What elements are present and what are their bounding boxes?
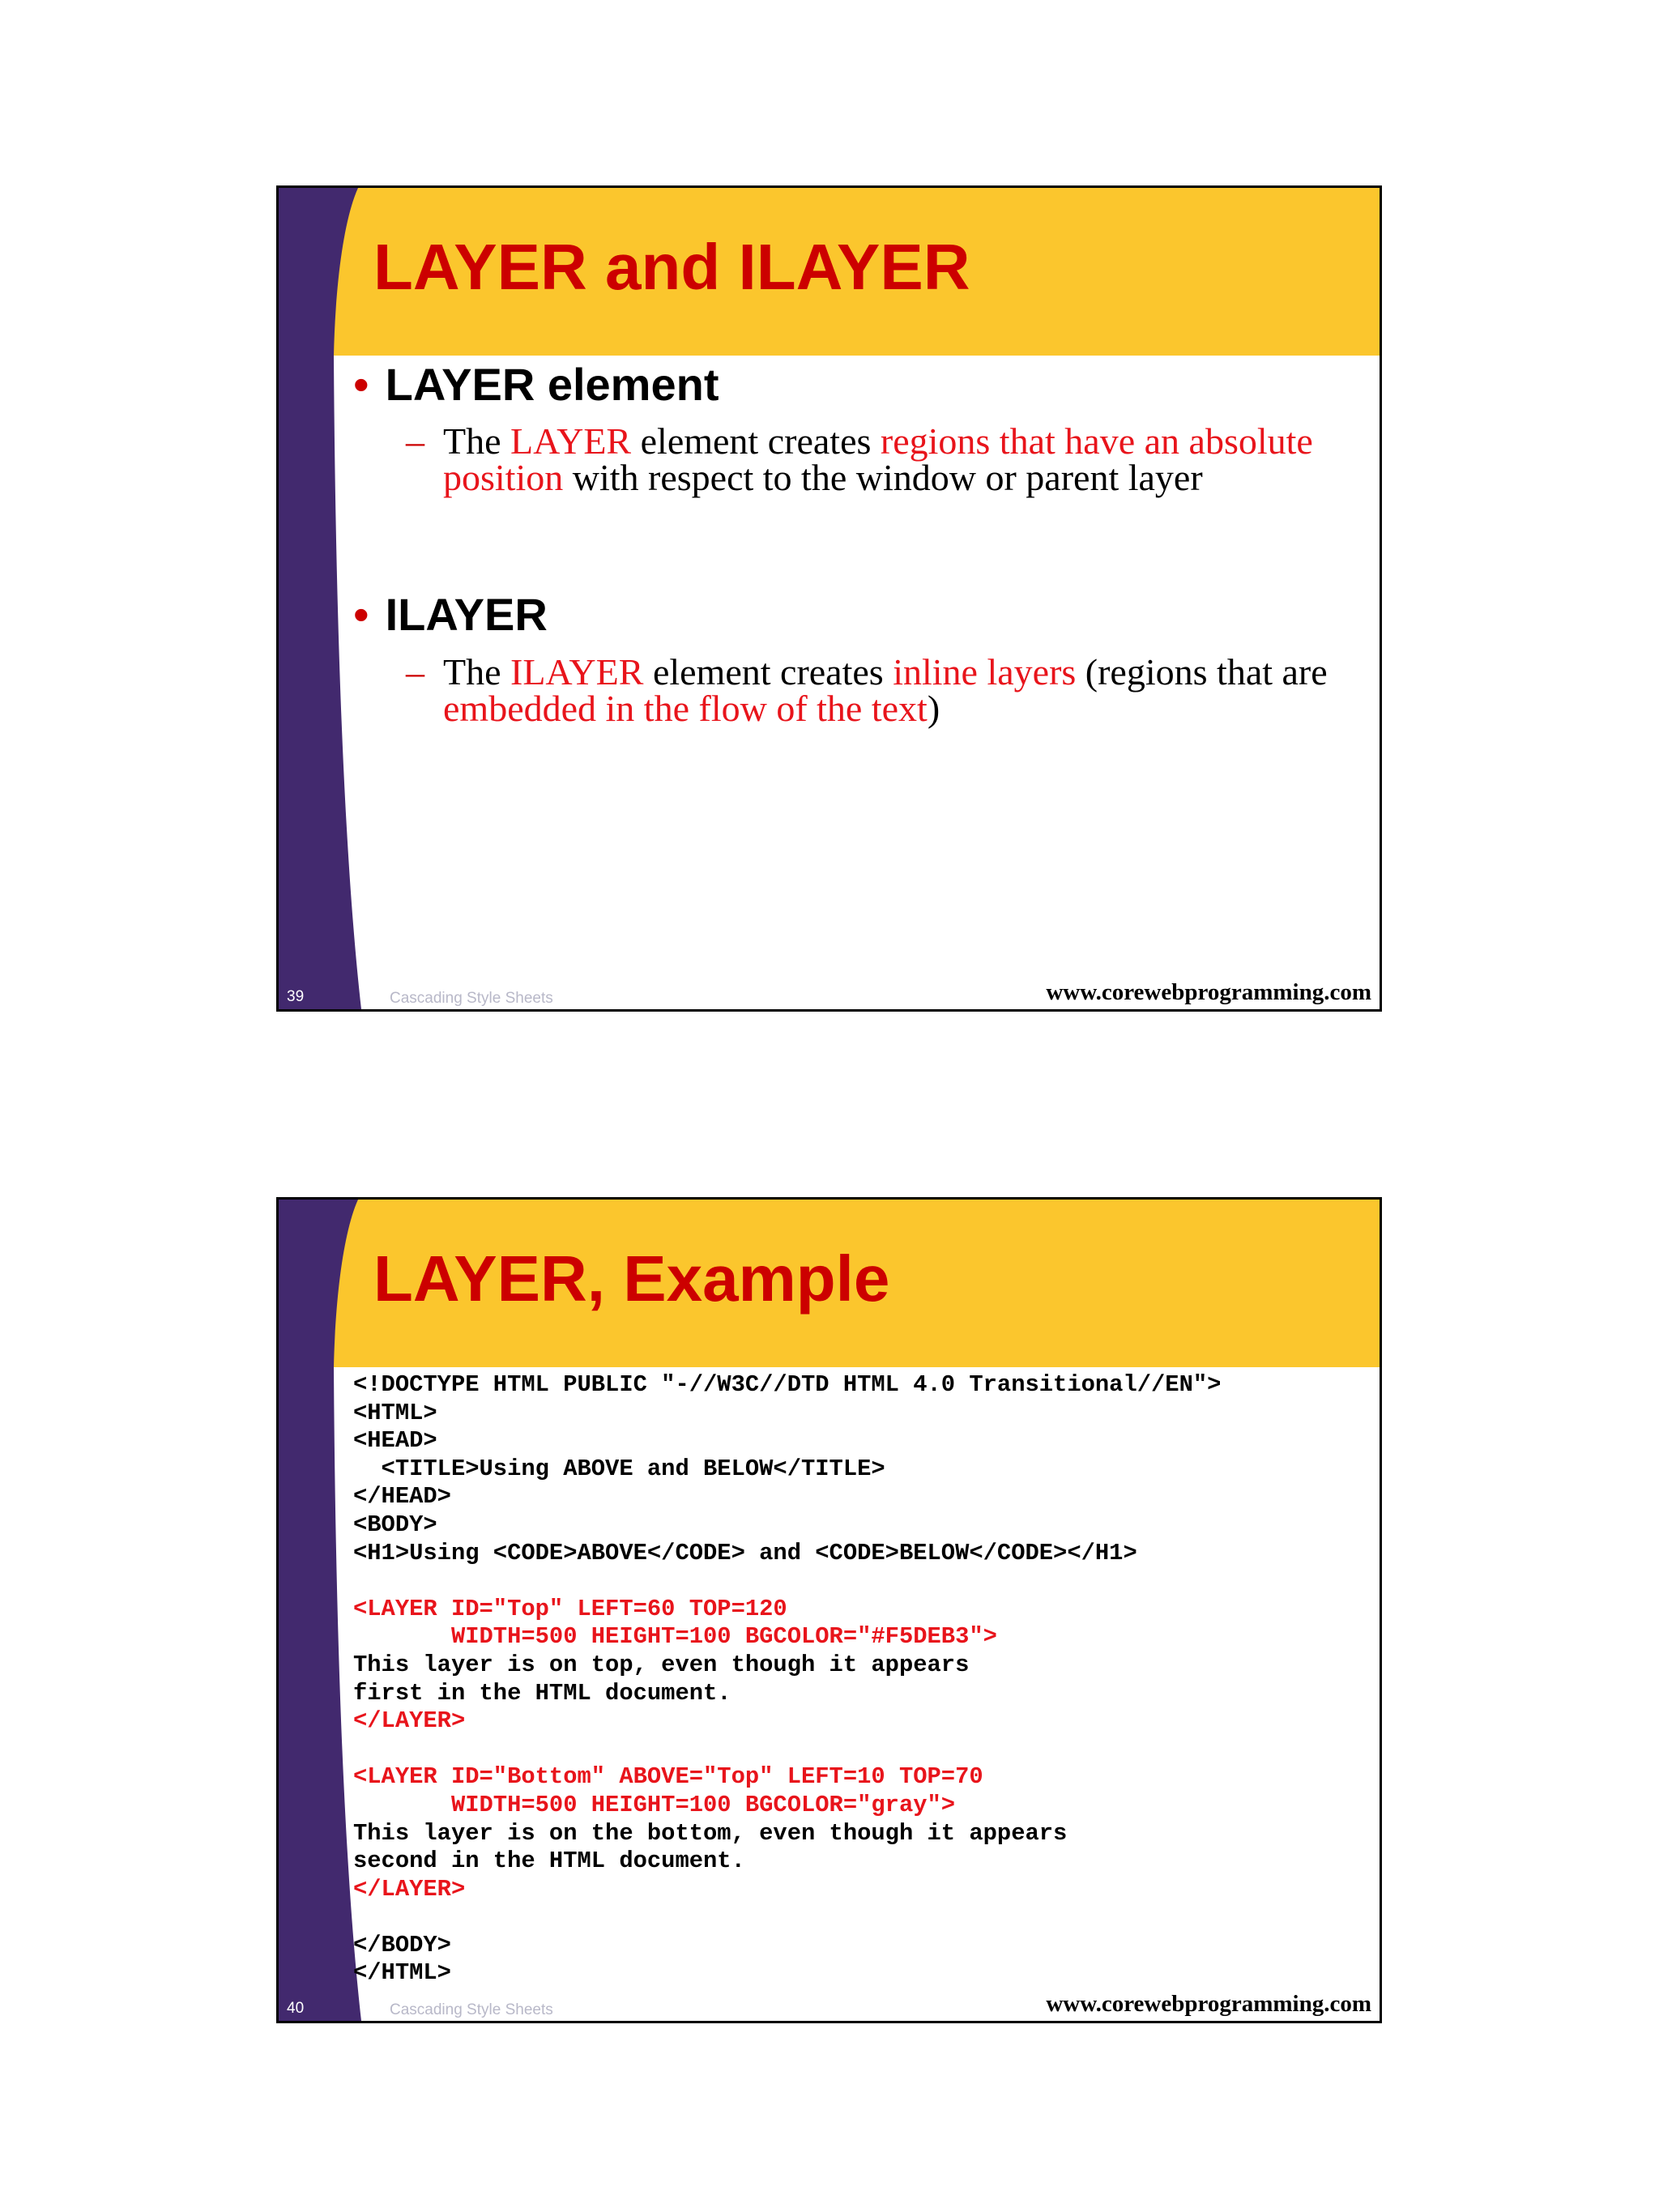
code-line: WIDTH=500 HEIGHT=100 BGCOLOR="gray"> bbox=[353, 1791, 956, 1818]
code-line bbox=[353, 1903, 1221, 1932]
dash-icon: – bbox=[406, 651, 424, 693]
slide-number: 40 bbox=[287, 2000, 305, 2017]
sub-bullet-layer bbox=[406, 420, 1337, 498]
slide-40 bbox=[276, 1197, 1382, 2023]
code-line: first in the HTML document. bbox=[353, 1679, 731, 1707]
slide-title: LAYER and ILAYER bbox=[373, 231, 970, 303]
code-line: This layer is on top, even though it appears bbox=[353, 1651, 970, 1678]
sub-bullet-text: The LAYER element creates regions that have an absolute position with respect to the window or parent layer bbox=[443, 420, 1313, 498]
code-line: </BODY> bbox=[353, 1931, 451, 1958]
sub-bullet-text: The ILAYER element creates inline layers (regions that are embedded in the flow of the text) bbox=[443, 651, 1328, 729]
code-line: </HTML> bbox=[353, 1959, 451, 1987]
code-line: WIDTH=500 HEIGHT=100 BGCOLOR="#F5DEB3"> bbox=[353, 1623, 997, 1651]
code-line: <HTML> bbox=[353, 1399, 437, 1426]
code-line: <LAYER ID="Top" LEFT=60 TOP=120 bbox=[353, 1595, 787, 1622]
code-line: </HEAD> bbox=[353, 1483, 451, 1511]
code-line: <TITLE>Using ABOVE and BELOW</TITLE> bbox=[353, 1455, 885, 1482]
code-line: <!DOCTYPE HTML PUBLIC "-//W3C//DTD HTML 4.0 Transitional//EN"> bbox=[353, 1371, 1222, 1398]
code-line bbox=[353, 1736, 1221, 1764]
code-line: </LAYER> bbox=[353, 1875, 466, 1903]
footer-title: Cascading Style Sheets bbox=[390, 2001, 553, 2018]
bullet-heading: LAYER element bbox=[385, 359, 719, 410]
bullet-dot-icon: • bbox=[353, 589, 369, 640]
slide-title: LAYER, Example bbox=[373, 1242, 890, 1315]
code-line: <LAYER ID="Bottom" ABOVE="Top" LEFT=10 TOP=70 bbox=[353, 1763, 983, 1791]
code-line bbox=[353, 1567, 1221, 1596]
code-line: second in the HTML document. bbox=[353, 1848, 745, 1875]
code-line: <BODY> bbox=[353, 1511, 437, 1538]
footer-title: Cascading Style Sheets bbox=[390, 990, 553, 1007]
footer-url: www.corewebprogramming.com bbox=[1046, 1991, 1371, 2017]
bullet-heading: ILAYER bbox=[385, 589, 548, 640]
code-line: This layer is on the bottom, even though it appears bbox=[353, 1819, 1068, 1847]
sub-bullet-ilayer bbox=[406, 651, 1337, 729]
bullet-dot-icon: • bbox=[353, 359, 369, 410]
code-line: </LAYER> bbox=[353, 1707, 466, 1735]
code-line: <H1>Using <CODE>ABOVE</CODE> and <CODE>BELOW</CODE></H1> bbox=[353, 1539, 1137, 1566]
dash-icon: – bbox=[406, 420, 424, 462]
bullet-ilayer bbox=[353, 588, 548, 641]
bullet-layer-element bbox=[353, 358, 719, 411]
footer-url: www.corewebprogramming.com bbox=[1046, 979, 1371, 1005]
slide-number: 39 bbox=[287, 988, 305, 1005]
code-line: <HEAD> bbox=[353, 1427, 437, 1455]
code-block bbox=[353, 1371, 1221, 1988]
slide-39 bbox=[276, 185, 1382, 1012]
